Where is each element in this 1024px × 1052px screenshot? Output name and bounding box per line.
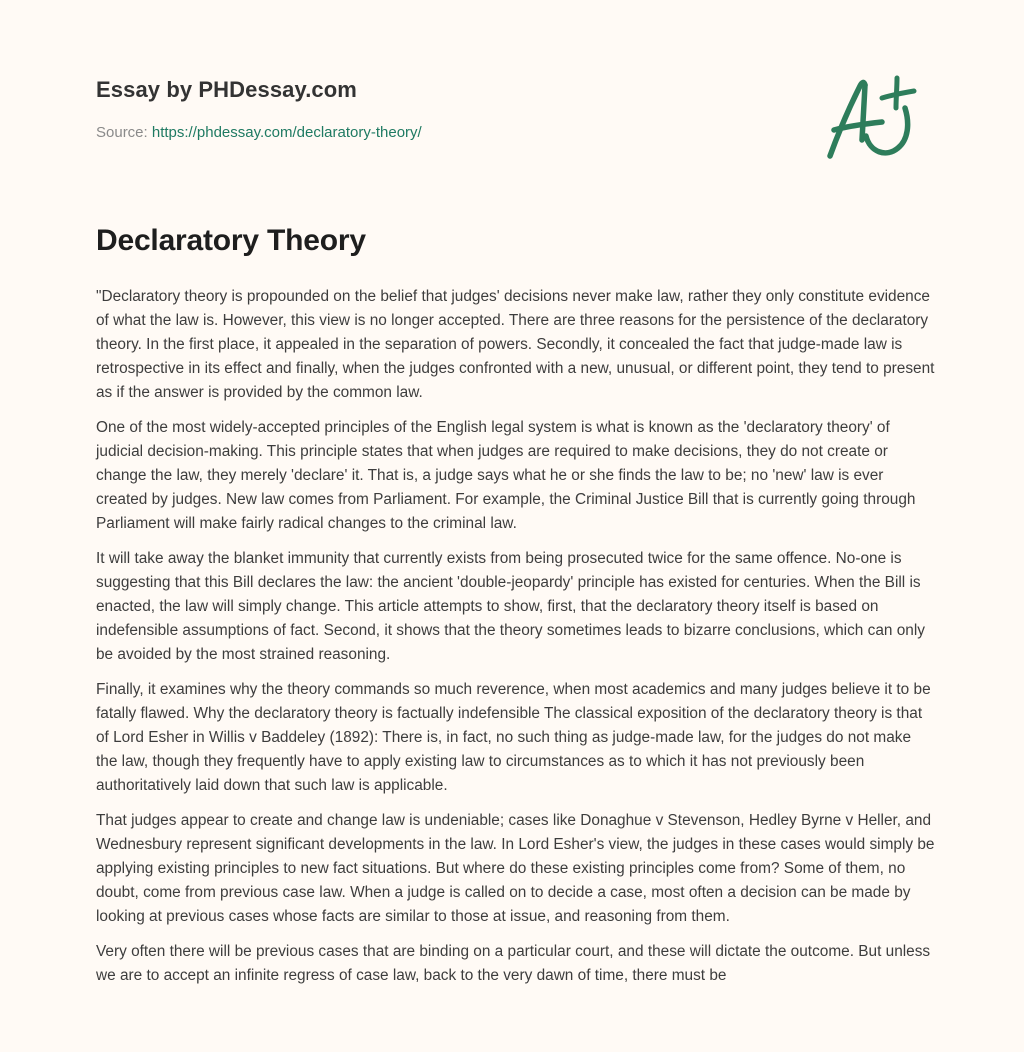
page-title: Declaratory Theory (96, 224, 366, 257)
essay-body (96, 285, 936, 999)
paragraph: It will take away the blanket immunity that currently exists from being prosecuted twice for the same offence. No-one is suggesting that this Bill declares the law: the ancient 'double-jeopardy' principle has existed for centuries. When the Bill is enacted, the law will simply change. This article attempts to show, first, that the declaratory theory itself is based on indefensible assumptions of fact. Second, it shows that the theory sometimes leads to bizarre conclusions, which can only be avoided by the most strained reasoning. (96, 550, 925, 663)
paragraph: One of the most widely-accepted principles of the English legal system is what is known as the 'declaratory theory' of judicial decision-making. This principle states that when judges are required to make decisions, they do not create or change the law, they merely 'declare' it. That is, a judge says what he or she finds the law to be; no 'new' law is ever created by judges. New law comes from Parliament. For example, the Criminal Justice Bill that is currently going through Parliament will make fairly radical changes to the criminal law. (96, 419, 916, 532)
site-brand: Essay by PHDessay.com (96, 77, 357, 102)
paragraph: That judges appear to create and change law is undeniable; cases like Donaghue v Stevenson, Hedley Byrne v Heller, and Wednesbury represent significant developments in the law. In Lord Esher's view, the judges in these cases would simply be applying existing principles to new fact situations. But where do these existing principles come from? Some of them, no doubt, come from previous case law. When a judge is called on to decide a case, most often a decision can be made by looking at previous cases whose facts are similar to those at issue, and reasoning from them. (96, 812, 935, 925)
page-header (96, 0, 936, 200)
source-link[interactable]: https://phdessay.com/declaratory-theory/ (151, 124, 422, 141)
paragraph: Finally, it examines why the theory commands so much reverence, when most academics and many judges believe it to be fatally flawed. Why the declaratory theory is factually indefensible The classical exposition of the declaratory theory is that of Lord Esher in Willis v Baddeley (1892): There is, in fact, no such thing as judge-made law, for the judges do not make the law, though they frequently have to apply existing law to circumstances as to which it has not previously been authoritatively laid down that such law is applicable. (96, 681, 931, 794)
source-line (96, 124, 422, 141)
source-label: Source: (96, 124, 152, 141)
essay-page (96, 0, 936, 984)
paragraph: Very often there will be previous cases that are binding on a particular court, and these will dictate the outcome. But unless we are to accept an infinite regress of case law, back to the very dawn of time, there must be (96, 943, 931, 984)
a-plus-grade-icon (824, 68, 926, 164)
paragraph: "Declaratory theory is propounded on the belief that judges' decisions never make law, rather they only constitute evidence of what the law is. However, this view is no longer accepted. There are three reasons for the persistence of the declaratory theory. In the first place, it appealed in the separation of powers. Secondly, it concealed the fact that judge-made law is retrospective in its effect and finally, when the judges confronted with a new, unusual, or different point, they tend to present as if the answer is provided by the common law. (96, 288, 935, 401)
